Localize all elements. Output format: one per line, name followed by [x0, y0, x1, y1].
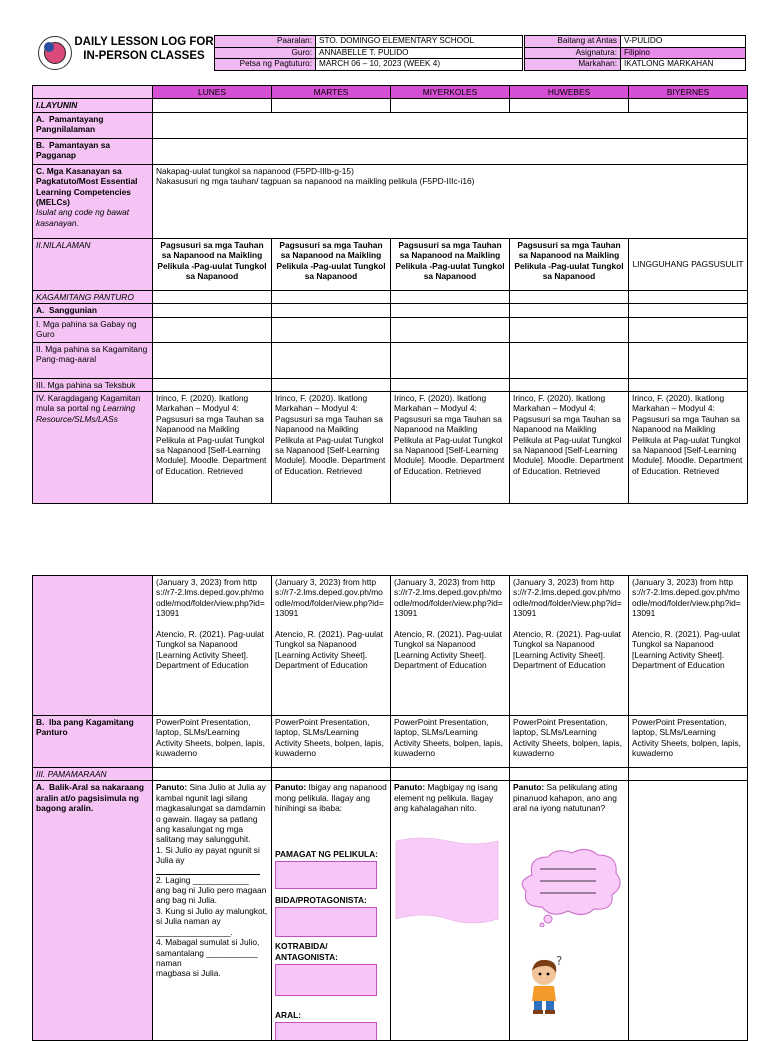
karagdagang-huwebes: Irinco, F. (2020). Ikatlong Markahan – Modyul 4: Pagsusuri sa mga Tauhan sa Napanood na Maikling Pelikula at Pag-uulat Tungkol sa Napanood [Self-Learning Module]. Moodle. Department of Education. Retrieved: [510, 392, 629, 504]
day-header-biyernes: BIYERNES: [629, 86, 748, 99]
nilalaman-martes: Pagsusuri sa mga Tauhan sa Napanood na Maikling Pelikula -Pag-uulat Tungkol sa Napanood: [272, 238, 391, 290]
lesson-log-table-1: [32, 85, 748, 504]
continued-label-cell: [33, 576, 153, 716]
iba-pang-label: B. Iba pang Kagamitang Panturo: [33, 716, 153, 768]
day-header-martes: MARTES: [272, 86, 391, 99]
lesson-log-table-2: [32, 575, 748, 1041]
school-label: Paaralan:: [215, 36, 316, 48]
iba-huwebes: PowerPoint Presentation, laptop, SLMs/Learning Activity Sheets, bolpen, lapis, kuwaderno: [510, 716, 629, 768]
nilalaman-lunes: Pagsusuri sa mga Tauhan sa Napanood na Maikling Pelikula -Pag-uulat Tungkol sa Napanood: [153, 238, 272, 290]
cont-martes: (January 3, 2023) from https://r7-2.lms.deped.gov.ph/moodle/mod/folder/view.php?id=13091 Atencio, R. (2021). Pag-uulat Tungkol sa Napanood [Learning Activity Sheet]. Department of Education: [272, 576, 391, 716]
sanggunian-label: A. Sanggunian: [33, 304, 153, 317]
pamamaraan-label: III. PAMAMARAAN: [33, 768, 153, 781]
corner-cell: [33, 86, 153, 99]
grade-label: Baitang at Antas: [525, 36, 621, 48]
kontrabida-box: [275, 964, 377, 996]
title-line-1: DAILY LESSON LOG FOR: [74, 36, 214, 48]
school-info-table: [214, 35, 523, 71]
karagdagang-biyernes: Irinco, F. (2020). Ikatlong Markahan – Modyul 4: Pagsusuri sa mga Tauhan sa Napanood na Maikling Pelikula at Pag-uulat Tungkol sa Napanood [Self-Learning Module]. Moodle. Department of Education. Retrieved: [629, 392, 748, 504]
quarter-value: IKATLONG MARKAHAN: [621, 59, 746, 71]
nilalaman-miyerkoles: Pagsusuri sa mga Tauhan sa Napanood na Maikling Pelikula -Pag-uulat Tungkol sa Napanood: [391, 238, 510, 290]
pamantayang-pangnilalaman-label: A. Pamantayang Pangnilalaman: [33, 112, 153, 138]
melcs-value: [153, 164, 748, 238]
balik-aral-miyerkoles: Panuto: Magbigay ng isang element ng pelikula. Ilagay ang kahalagahan nito.: [391, 781, 510, 1041]
bida-box: [275, 907, 377, 937]
cont-lunes: (January 3, 2023) from https://r7-2.lms.deped.gov.ph/moodle/mod/folder/view.php?id=13091 Atencio, R. (2021). Pag-uulat Tungkol sa Napanood [Learning Activity Sheet]. Department of Education: [153, 576, 272, 716]
document-title: [74, 35, 214, 63]
quarter-label: Markahan:: [525, 59, 621, 71]
kontrabida-label: KOTRABIDA/ ANTAGONISTA:: [275, 941, 338, 962]
cont-huwebes: (January 3, 2023) from https://r7-2.lms.deped.gov.ph/moodle/mod/folder/view.php?id=13091 Atencio, R. (2021). Pag-uulat Tungkol sa Napanood [Learning Activity Sheet]. Department of Education: [510, 576, 629, 716]
kagamitan-label: KAGAMITANG PANTURO: [33, 290, 153, 303]
pamagat-box: [275, 861, 377, 889]
teacher-value: ANNABELLE T. PULIDO: [316, 47, 523, 59]
pamantayan-pagganap-value: [153, 138, 748, 164]
title-line-2: IN-PERSON CLASSES: [83, 50, 205, 62]
melc-1: Nakapag-uulat tungkol sa napanood (F5PD-IIIb-g-15): [156, 165, 354, 176]
thought-cloud: [514, 845, 626, 927]
iba-miyerkoles: PowerPoint Presentation, laptop, SLMs/Learning Activity Sheets, bolpen, lapis, kuwaderno: [391, 716, 510, 768]
balik-aral-lunes: Panuto: Sina Julio at Julia ay kambal ngunit lagi silang magkasalungat sa damdamin o gawain. Ilagay sa patlang ang kasalungat ng mga salitang may salungguhit. 1. Si Julio ay payat ngunit si Julia ay 2. Laging ____________ ang bag ni Julio pero magaan ang bag ni Julia. 3. Kung si Julio ay malungkot, si Julia naman ay ________________. 4. Mabagal sumulat si Julio, samantalang ___________ naman magbasa si Julia.: [153, 781, 272, 1041]
balik-aral-martes: Panuto: Ibigay ang napanood mong pelikula. Ilagay ang hinihingi sa ibaba: PAMAGAT NG PELIKULA: BIDA/PROTAGONISTA: KOTRABIDA/ ANTAGONISTA: ARAL:: [272, 781, 391, 1041]
svg-text:?: ?: [556, 954, 563, 969]
balik-aral-biyernes: [629, 781, 748, 1041]
pamantayang-pangnilalaman-value: [153, 112, 748, 138]
iba-biyernes: PowerPoint Presentation, laptop, SLMs/Learning Activity Sheets, bolpen, lapis, kuwaderno: [629, 716, 748, 768]
subject-value: Filipino: [621, 47, 746, 59]
cont-biyernes: (January 3, 2023) from https://r7-2.lms.deped.gov.ph/moodle/mod/folder/view.php?id=13091 Atencio, R. (2021). Pag-uulat Tungkol sa Napanood [Learning Activity Sheet]. Department of Education: [629, 576, 748, 716]
subject-label: Asignatura:: [525, 47, 621, 59]
day-header-huwebes: HUWEBES: [510, 86, 629, 99]
melcs-label: C. Mga Kasanayan sa Pagkatuto/Most Essential Learning Competencies (MELCs) Isulat ang code ng bawat kasanayan.: [33, 164, 153, 238]
class-info-table: [524, 35, 746, 71]
iba-lunes: PowerPoint Presentation, laptop, SLMs/Learning Activity Sheets, bolpen, lapis, kuwaderno: [153, 716, 272, 768]
teacher-label: Guro:: [215, 47, 316, 59]
pamantayan-pagganap-label: B. Pamantayan sa Pagganap: [33, 138, 153, 164]
nilalaman-biyernes: LINGGUHANG PAGSUSULIT: [629, 238, 748, 290]
karagdagang-lunes: Irinco, F. (2020). Ikatlong Markahan – Modyul 4: Pagsusuri sa mga Tauhan sa Napanood na Maikling Pelikula at Pag-uulat Tungkol sa Napanood [Self-Learning Module]. Moodle. Department of Education. Retrieved: [153, 392, 272, 504]
gabay-label: I. Mga pahina sa Gabay ng Guro: [33, 317, 153, 342]
aral-box: [275, 1022, 377, 1041]
element-wave-box: [394, 835, 500, 927]
grade-value: V-PULIDO: [621, 36, 746, 48]
kagamitang-pang-mag-aaral-label: II. Mga pahina sa Kagamitang Pang-mag-aaral: [33, 342, 153, 378]
karagdagang-label: IV. Karagdagang Kagamitan mula sa portal ng Learning Resource/SLMs/LASs: [33, 392, 153, 504]
bida-label: BIDA/PROTAGONISTA:: [275, 895, 367, 906]
nilalaman-huwebes: Pagsusuri sa mga Tauhan sa Napanood na Maikling Pelikula -Pag-uulat Tungkol sa Napanood: [510, 238, 629, 290]
nilalaman-label: II.NILALAMAN: [33, 238, 153, 290]
balik-aral-huwebes: Panuto: Sa pelikulang ating pinanuod kahapon, ano ang aral na iyong natutunan? ?: [510, 781, 629, 1041]
date-value: MARCH 06 – 10, 2023 (WEEK 4): [316, 59, 523, 71]
deped-logo: [38, 36, 72, 70]
pamagat-label: PAMAGAT NG PELIKULA:: [275, 849, 378, 860]
school-value: STO. DOMINGO ELEMENTARY SCHOOL: [316, 36, 523, 48]
karagdagang-miyerkoles: Irinco, F. (2020). Ikatlong Markahan – Modyul 4: Pagsusuri sa mga Tauhan sa Napanood na Maikling Pelikula at Pag-uulat Tungkol sa Napanood [Self-Learning Module]. Moodle. Department of Education. Retrieved: [391, 392, 510, 504]
day-header-lunes: LUNES: [153, 86, 272, 99]
day-header-miyerkoles: MIYERKOLES: [391, 86, 510, 99]
layunin-label: I.LAYUNIN: [33, 99, 153, 112]
balik-aral-label: A. Balik-Aral sa nakaraang aralin at/o pagsisimula ng bagong aralin.: [33, 781, 153, 1041]
melc-2: Nakasusuri ng mga tauhan/ tagpuan sa napanood na maikling pelikula (F5PD-IIIc-i16): [156, 176, 475, 187]
teksbuk-label: III. Mga pahina sa Teksbuk: [33, 378, 153, 391]
karagdagang-martes: Irinco, F. (2020). Ikatlong Markahan – Modyul 4: Pagsusuri sa mga Tauhan sa Napanood na Maikling Pelikula at Pag-uulat Tungkol sa Napanood [Self-Learning Module]. Moodle. Department of Education. Retrieved: [272, 392, 391, 504]
date-label: Petsa ng Pagtuturo:: [215, 59, 316, 71]
iba-martes: PowerPoint Presentation, laptop, SLMs/Learning Activity Sheets, bolpen, lapis, kuwaderno: [272, 716, 391, 768]
aral-label: ARAL:: [275, 1010, 302, 1021]
cont-miyerkoles: (January 3, 2023) from https://r7-2.lms.deped.gov.ph/moodle/mod/folder/view.php?id=13091 Atencio, R. (2021). Pag-uulat Tungkol sa Napanood [Learning Activity Sheet]. Department of Education: [391, 576, 510, 716]
thinking-child-icon: [524, 953, 568, 1015]
